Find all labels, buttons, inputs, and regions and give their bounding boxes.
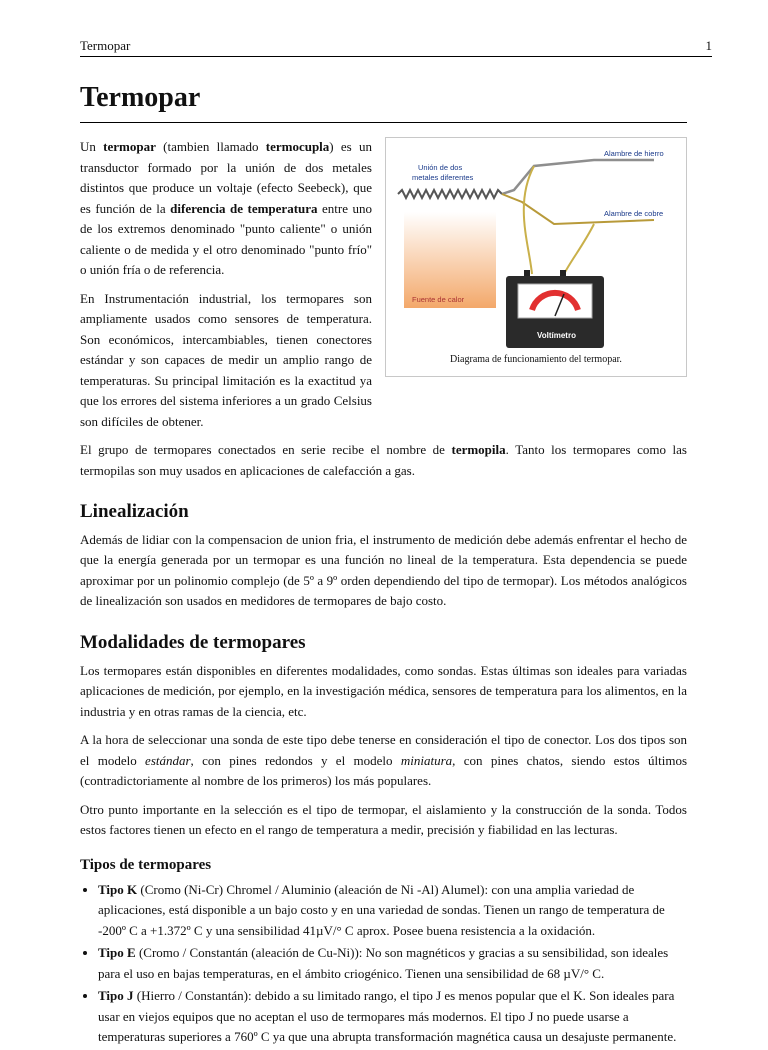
subsection-heading-tipos: Tipos de termopares [80, 856, 212, 873]
section-heading-linealizacion: Linealización [80, 501, 189, 523]
list-item [98, 986, 687, 1048]
running-title: Termopar [80, 38, 131, 53]
term-termopila: termopila [451, 442, 506, 458]
thermocouple-figure [385, 137, 687, 377]
iron-wire [502, 160, 654, 194]
copper-wire-label: Alambre de cobre [604, 209, 664, 219]
type-description: (Cromo / Constantán (aleación de Cu-Ni)): No son magnéticos y gracias a su sensibilidad, son ideales para el uso en bajas temperaturas, en el ámbito criogénico. Tienen una sensibilidad de 68 µV/° C. [98, 945, 669, 981]
type-description: (Cromo (Ni-Cr) Chromel / Aluminio (aleación de Ni -Al) Alumel): con una amplia variedad de aplicaciones, está disponible a un bajo costo y en una variedad de sondas. Tienen un rango de temperatura de -200º C a +1.372º C y una sensibilidad 41µV/° C aprox. Posee buena resistencia a la oxidación. [98, 881, 665, 938]
junction-label-2: metales diferentes [412, 173, 474, 183]
intro-paragraph-3 [80, 440, 687, 481]
term-termocupla: termocupla [265, 139, 330, 155]
text-run: , con pines chatos, siendo estos últimos (contradictoriamente al nombre de los primeros) los más populares. [80, 752, 688, 789]
term-estandar: estándar [145, 752, 191, 768]
type-label: Tipo E [98, 945, 136, 961]
linealizacion-paragraph: Además de lidiar con la compensacion de union fria, el instrumento de medición debe además enfrentar el hecho de que la energía generada por un termopar es una función no lineal de la temperatura. Esta dependencia se puede aproximar por un polinomio complejo (de 5º a 9º orden dependiendo del tipo de termopar). Los métodos analógicos de linealización son usados en medidores de termopares de bajo costo. [80, 531, 687, 609]
heat-source-label: Fuente de calor [412, 295, 465, 305]
thermocouple-diagram [394, 144, 680, 354]
type-label: Tipo K [98, 881, 138, 897]
text-run: Un [80, 139, 104, 155]
intro-paragraph-1 [80, 137, 372, 281]
text-run: , con pines redondos y el modelo [190, 752, 401, 768]
tipos-list [80, 880, 687, 1048]
iron-wire-label: Alambre de hierro [604, 149, 664, 159]
copper-wire-3 [564, 224, 594, 274]
text-run: A la hora de seleccionar una sonda de este tipo debe tenerse en consideración el tipo de conector. Los dos tipos son el modelo [80, 732, 687, 768]
text-run: El grupo de termopares conectados en serie recibe el nombre de [80, 442, 452, 458]
type-description: (Hierro / Constantán): debido a su limitado rango, el tipo J es menos popular que el K. Son ideales para usar en viejos equipos que no aceptan el uso de termopares más modernos. El tipo J no puede usarse a temperaturas superiores a 760º C ya que una abrupta transformación magnética causa un desajuste permanente. [98, 988, 677, 1045]
term-termopar: termopar [103, 139, 156, 155]
modalidades-paragraph-1: Los termopares están disponibles en diferentes modalidades, como sondas. Estas últimas son ideales para variadas aplicaciones de medición, por ejemplo, en la investigación médica, sensores de temperatura para los alimentos, en la industria y en otras ramas de la ciencia, etc. [80, 662, 687, 719]
text-run: entre uno de los extremos denominado "punto caliente" o unión caliente o de medida y el otro denominado "punto frío" o unión fría o de referencia. [80, 200, 372, 278]
page-title: Termopar [80, 82, 687, 123]
term-diferencia: diferencia de temperatura [170, 200, 318, 216]
text-run: ) es un transductor formado por la unión de dos metales distintos que produce un voltaje (efecto Seebeck), que es función de la [80, 139, 372, 216]
heat-source [404, 212, 496, 308]
voltmeter-label: Voltímetro [537, 331, 576, 341]
running-header [80, 38, 712, 57]
type-label: Tipo J [98, 988, 134, 1004]
modalidades-paragraph-2 [80, 730, 687, 792]
copper-wire-2 [524, 166, 534, 274]
text-run: . Tanto los termopares como las termopilas son muy usados en aplicaciones de calefacción a gas. [80, 442, 687, 478]
term-miniatura: miniatura [400, 752, 453, 768]
figure-caption: Diagrama de funcionamiento del termopar. [450, 354, 622, 366]
list-item [98, 943, 687, 984]
section-heading-modalidades: Modalidades de termopares [80, 631, 306, 653]
junction-label: Unión de dos [418, 163, 463, 173]
intro-section [80, 137, 687, 432]
intro-paragraph-2: En Instrumentación industrial, los termopares son ampliamente usados como sensores de temperatura. Son económicos, intercambiables, tienen conectores estándar y son capaces de medir un amplio rango de temperaturas. Su principal limitación es la exactitud ya que los errores del sistema inferiores a un grado Celsius son difíciles de obtener. [80, 290, 372, 429]
voltmeter [506, 270, 604, 348]
article-body [80, 76, 687, 1050]
page-number: 1 [705, 38, 712, 53]
modalidades-paragraph-3: Otro punto importante en la selección es el tipo de termopar, el aislamiento y la construcción de la sonda. Todos estos factores tienen un efecto en el rango de temperatura a medir, precisión y fiabilidad en las lecturas. [80, 801, 687, 838]
junction-wires [398, 190, 502, 198]
list-item [98, 880, 687, 942]
text-run: (tambien llamado [155, 139, 266, 155]
